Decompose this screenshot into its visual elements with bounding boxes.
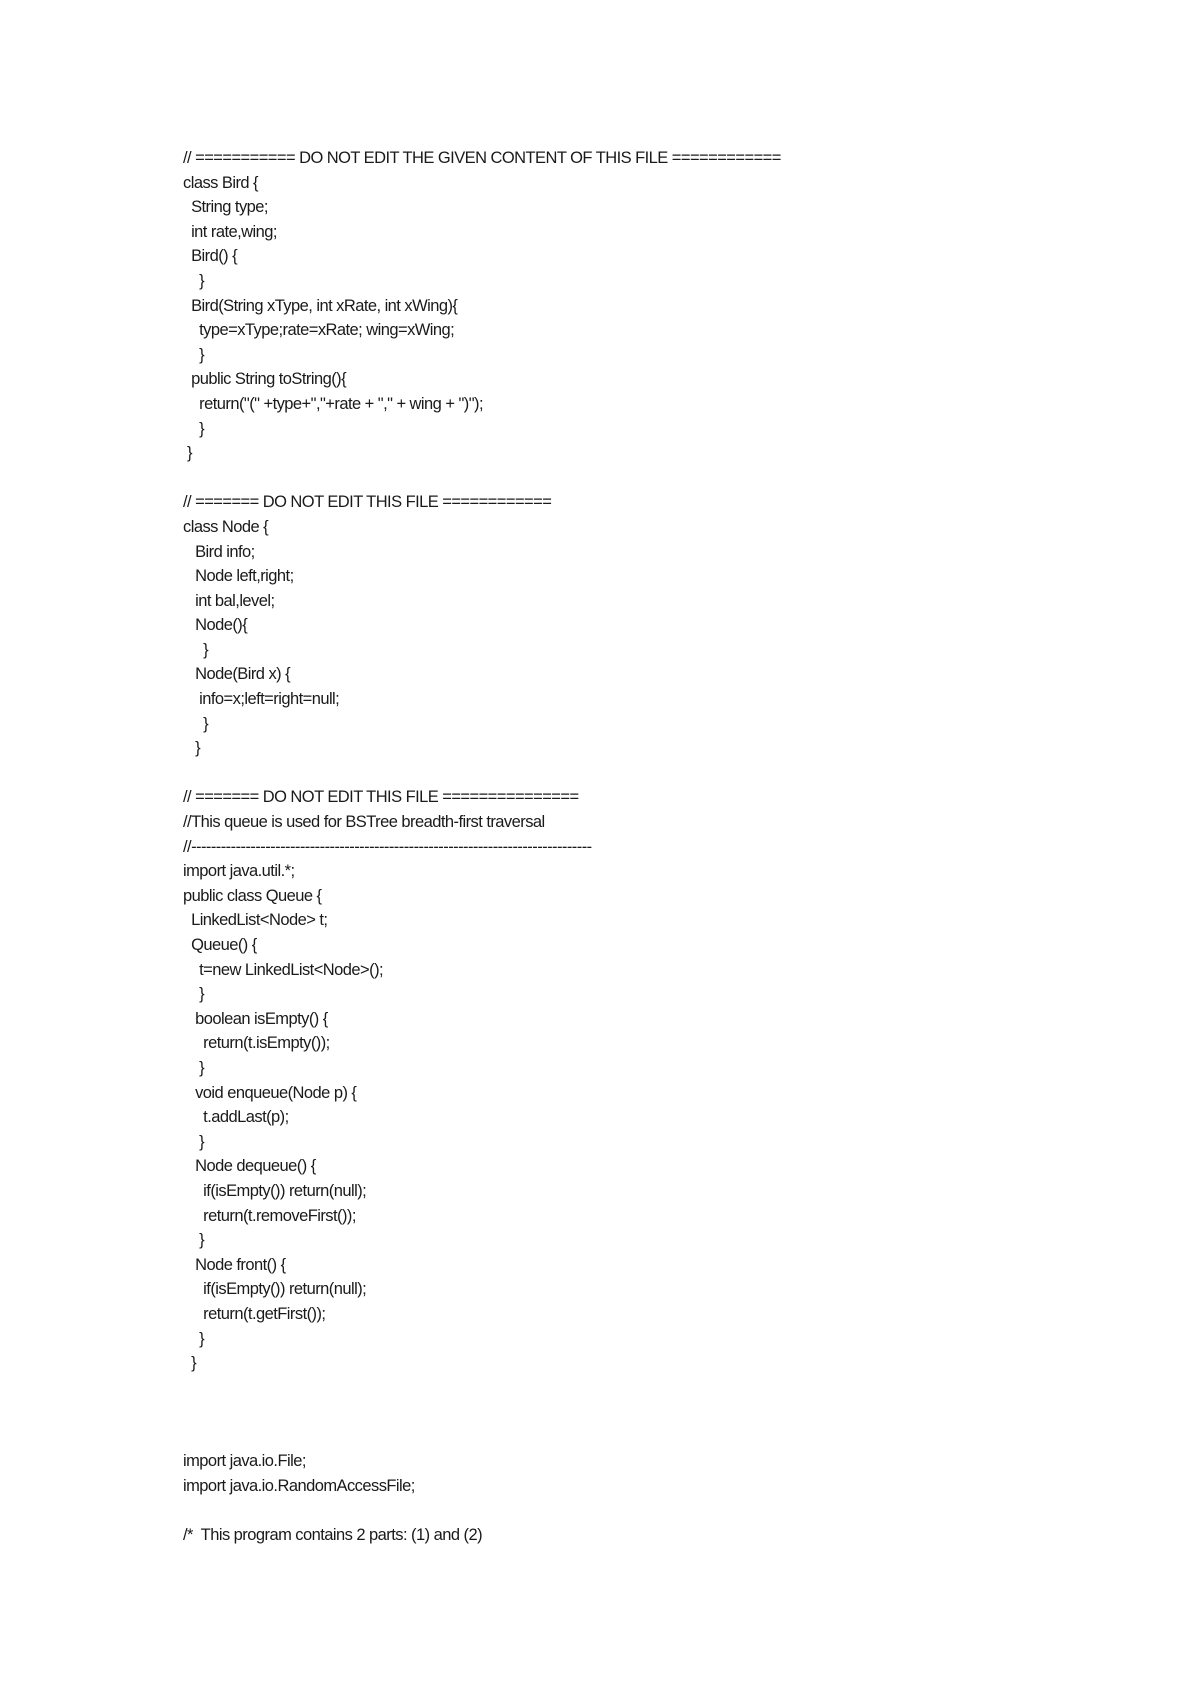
blank-line — [183, 1425, 1083, 1450]
code-line: if(isEmpty()) return(null); — [183, 1181, 367, 1200]
code-line: public class Queue { — [183, 886, 322, 905]
code-line: LinkedList<Node> t; — [183, 911, 328, 930]
code-listing — [183, 146, 1083, 1548]
code-line: Node left,right; — [183, 567, 294, 586]
code-line: type=xType;rate=xRate; wing=xWing; — [183, 321, 455, 340]
blank-line — [183, 1499, 1083, 1524]
code-line: int rate,wing; — [183, 222, 277, 241]
code-line: return(t.removeFirst()); — [183, 1206, 356, 1225]
blank-line — [183, 1400, 1083, 1425]
blank-line — [183, 466, 1083, 491]
code-line: } — [183, 714, 209, 733]
code-line: import java.io.File; — [183, 1452, 306, 1471]
code-line: } — [183, 1231, 205, 1250]
code-line: Bird info; — [183, 542, 255, 561]
code-line: void enqueue(Node p) { — [183, 1083, 357, 1102]
code-line: } — [183, 640, 209, 659]
code-line: /* This program contains 2 parts: (1) and (2) — [183, 1526, 483, 1545]
code-line: // ======= DO NOT EDIT THIS FILE ============ — [183, 493, 552, 512]
code-line: Node dequeue() { — [183, 1157, 316, 1176]
code-line: Node(){ — [183, 616, 248, 635]
code-line: import java.util.*; — [183, 862, 295, 881]
code-line: Node(Bird x) { — [183, 665, 291, 684]
code-line: return(t.isEmpty()); — [183, 1034, 330, 1053]
code-line: Bird() { — [183, 247, 238, 266]
code-line: return(t.getFirst()); — [183, 1304, 326, 1323]
code-line: } — [183, 271, 205, 290]
code-line: //This queue is used for BSTree breadth-first traversal — [183, 813, 545, 832]
blank-line — [183, 1376, 1083, 1401]
code-line: int bal,level; — [183, 591, 275, 610]
blank-line — [183, 761, 1083, 786]
code-line: } — [183, 345, 205, 364]
code-line: } — [183, 985, 205, 1004]
code-line: t.addLast(p); — [183, 1108, 289, 1127]
code-line: return("(" +type+","+rate + "," + wing + ")"); — [183, 394, 483, 413]
code-line: Node front() { — [183, 1255, 286, 1274]
code-line: } — [183, 739, 201, 758]
code-line: } — [183, 1329, 205, 1348]
code-line: Queue() { — [183, 936, 257, 954]
code-line: } — [183, 419, 205, 438]
code-line: } — [183, 444, 192, 463]
code-line: } — [183, 1354, 197, 1373]
code-line: // =========== DO NOT EDIT THE GIVEN CONTENT OF THIS FILE ============ — [183, 149, 781, 167]
code-line: if(isEmpty()) return(null); — [183, 1280, 367, 1299]
code-line: //--------------------------------------------------------------------------------- — [183, 837, 592, 856]
code-line: import java.io.RandomAccessFile; — [183, 1477, 415, 1496]
code-line: info=x;left=right=null; — [183, 690, 340, 709]
code-line: // ======= DO NOT EDIT THIS FILE =============== — [183, 788, 579, 807]
code-line: boolean isEmpty() { — [183, 1009, 328, 1028]
code-line: t=new LinkedList<Node>(); — [183, 960, 384, 979]
code-line: } — [183, 1132, 205, 1151]
code-line: class Node { — [183, 517, 269, 536]
code-line: String type; — [183, 198, 268, 217]
code-line: public String toString(){ — [183, 370, 347, 389]
code-line: class Bird { — [183, 173, 259, 192]
code-line: Bird(String xType, int xRate, int xWing){ — [183, 296, 458, 315]
code-line: } — [183, 1058, 205, 1077]
